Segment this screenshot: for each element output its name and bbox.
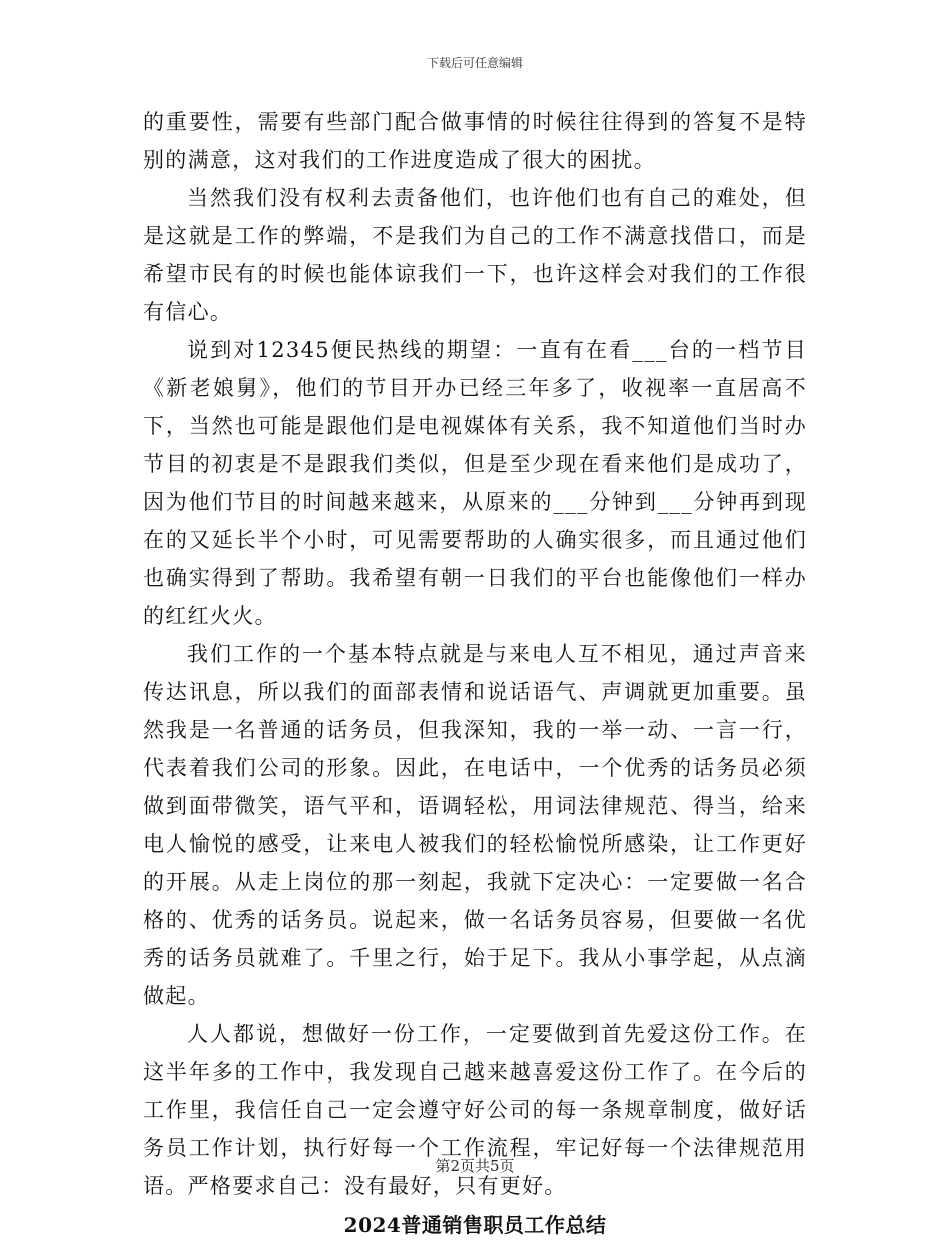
paragraph-no-right-to-blame: 当然我们没有权利去责备他们，也许他们也有自己的难处，但是这就是工作的弊端，不是我们为自己的工作不满意找借口，而是希望市民有的时候也能体谅我们一下，也许这样会对我们的工作很有信心。: [143, 186, 807, 324]
paragraph-continuation: 的重要性，需要有些部门配合做事情的时候往往得到的答复不是特别的满意，这对我们的工作进度造成了很大的困扰。: [143, 110, 807, 172]
section-heading: 2024普通销售职员工作总结: [343, 1213, 607, 1237]
paragraph-hotline-expectation: 说到对12345便民热线的期望：一直有在看___台的一档节目《新老娘舅》，他们的节目开办已经三年多了，收视率一直居高不下，当然也可能是跟他们是电视媒体有关系，我不知道他们当时办节目的初衷是不是跟我们类似，但是至少现在看来他们是成功了，因为他们节目的时间越来越来，从原来的___分钟到___分钟再到现在的又延长半个小时，可见需要帮助的人确实很多，而且通过他们也确实得到了帮助。我希望有朝一日我们的平台也能像他们一样办的红红火火。: [143, 338, 807, 628]
header-note: 下载后可任意编辑: [426, 56, 523, 70]
document-body: [143, 103, 807, 1245]
paragraph-work-characteristics: 我们工作的一个基本特点就是与来电人互不相见，通过声音来传达讯息，所以我们的面部表情和说话语气、声调就更加重要。虽然我是一名普通的话务员，但我深知，我的一举一动、一言一行，代表着我们公司的形象。因此，在电话中，一个优秀的话务员必须做到面带微笑，语气平和，语调轻松，用词法律规范、得当，给来电人愉悦的感受，让来电人被我们的轻松愉悦所感染，让工作更好的开展。从走上岗位的那一刻起，我就下定决心：一定要做一名合格的、优秀的话务员。说起来，做一名话务员容易，但要做一名优秀的话务员就难了。千里之行，始于足下。我从小事学起，从点滴做起。: [143, 642, 807, 1008]
page-number: 第2页共5页: [435, 1157, 515, 1175]
paragraph-love-the-work: 人人都说，想做好一份工作，一定要做到首先爱这份工作。在这半年多的工作中，我发现自己越来越喜爱这份工作了。在今后的工作里，我信任自己一定会遵守好公司的每一条规章制度，做好话务员工作计划，执行好每一个工作流程，牢记好每一个法律规范用语。严格要求自己：没有最好，只有更好。: [143, 1022, 807, 1198]
